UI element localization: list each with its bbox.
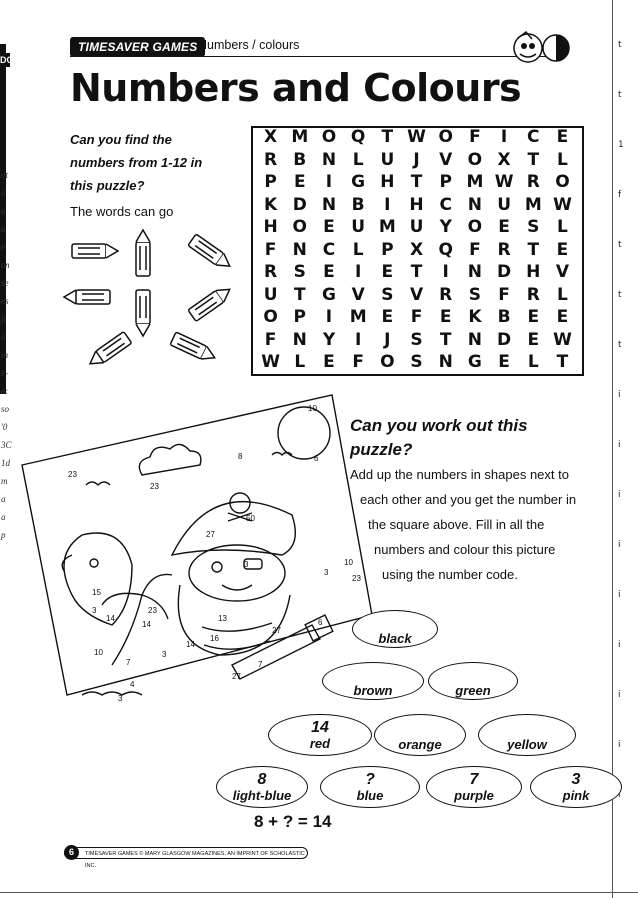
grid-letter: V (351, 284, 365, 305)
edge-fragment: '0 (1, 422, 8, 432)
grid-letter: T (381, 127, 394, 148)
grid-letter: I (442, 262, 449, 283)
grid-letter: I (325, 172, 333, 193)
grid-letter: R (497, 239, 511, 260)
edge-fragment: i (618, 790, 620, 800)
color-code-label: yellow (507, 737, 547, 752)
grid-letter: F (469, 239, 481, 260)
grid-letter: Q (438, 239, 453, 260)
grid-letter: H (526, 262, 541, 283)
edge-fragment: ot (1, 170, 9, 180)
edge-fragment: p (1, 530, 6, 540)
color-code-label: orange (398, 737, 442, 752)
grid-letter: C (322, 239, 336, 260)
grid-letter: W (261, 352, 280, 373)
edge-fragment: i (618, 490, 620, 500)
scene-number: 10 (308, 404, 317, 413)
question-line: numbers from 1-12 in (70, 155, 203, 170)
grid-letter: G (321, 284, 336, 305)
grid-letter: G (467, 352, 482, 373)
color-code-number: 7 (469, 771, 479, 788)
scene-number: 6 (318, 618, 323, 627)
grid-letter: C (439, 194, 452, 215)
scene-number: 16 (210, 634, 219, 643)
grid-letter: R (526, 284, 540, 305)
scene-number: 3 (244, 560, 249, 569)
instruction-line: using the number code. (382, 567, 518, 582)
grid-letter: G (351, 172, 366, 193)
grid-letter: Y (439, 217, 452, 238)
grid-letter: T (410, 262, 423, 283)
grid-letter: I (354, 262, 362, 283)
grid-letter: N (467, 329, 483, 350)
color-code-blue (320, 766, 420, 808)
scan-edge-bottom (0, 892, 638, 893)
grid-letter: E (556, 239, 569, 260)
edge-fragment: e: (1, 386, 8, 396)
scene-number: 7 (258, 660, 263, 669)
left-edge-tag: DC (0, 55, 13, 65)
grid-letter: L (352, 149, 364, 170)
edge-fragment: t (618, 40, 621, 50)
grid-letter: R (264, 262, 278, 283)
grid-letter: W (407, 127, 426, 148)
grid-letter: L (557, 284, 568, 305)
edge-fragment: a (1, 188, 6, 198)
scene-number: 10 (94, 648, 103, 657)
grid-letter: N (321, 194, 337, 215)
grid-letter: R (526, 172, 540, 193)
grid-letter: S (293, 262, 306, 283)
grid-letter: V (555, 262, 570, 283)
page-title: Numbers and Colours (70, 66, 522, 110)
scene-number: 23 (352, 574, 361, 583)
edge-fragment: e- (1, 368, 8, 378)
grid-row (256, 329, 578, 352)
color-code-black (352, 610, 438, 648)
grid-letter: I (354, 329, 362, 350)
grid-letter: B (293, 149, 307, 170)
grid-letter: H (380, 172, 395, 193)
grid-letter: S (527, 217, 540, 238)
edge-fragment: ji (1, 314, 7, 324)
color-code-label: brown (353, 683, 393, 698)
scan-edge-right (612, 0, 613, 898)
grid-letter: Y (322, 329, 336, 350)
grid-letter: S (468, 284, 482, 305)
grid-letter: P (293, 307, 307, 328)
question-line: Can you find the (70, 132, 172, 147)
grid-letter: U (380, 149, 395, 170)
edge-fragment: i (618, 390, 620, 400)
grid-letter: L (557, 149, 568, 170)
grid-letter: E (527, 307, 540, 328)
edge-fragment: t (618, 240, 621, 250)
color-code-label: red (309, 736, 331, 751)
edge-fragment: a (1, 332, 6, 342)
color-code-number: ? (365, 771, 375, 788)
grid-letter: O (380, 352, 395, 373)
edge-fragment: e (1, 242, 5, 252)
grid-letter: B (351, 194, 365, 215)
scene-number: 23 (150, 482, 159, 491)
question-line: this puzzle? (70, 178, 145, 193)
scene-number: 27 (272, 626, 281, 635)
grid-row (256, 216, 578, 239)
grid-letter: X (409, 239, 424, 260)
edge-fragment: a (1, 206, 6, 216)
color-code-green (428, 662, 518, 700)
edge-fragment: i (618, 590, 620, 600)
edge-fragment: i (618, 740, 620, 750)
scene-number: 50 (246, 514, 255, 523)
instruction-line: numbers and colour this picture (374, 542, 556, 557)
grid-letter: O (467, 217, 483, 238)
grid-letter: E (556, 127, 569, 148)
footer-credit: TIMESAVER GAMES © MARY GLASGOW MAGAZINES, AN IMPRINT OF SCHOLASTIC INC. (64, 847, 308, 859)
edge-fragment: 3C (1, 440, 12, 450)
grid-letter: P (264, 172, 277, 193)
color-code-label: blue (356, 788, 384, 803)
grid-letter: E (323, 262, 335, 283)
brand-label: TIMESAVER GAMES (70, 37, 205, 57)
grid-letter: E (381, 307, 394, 328)
grid-letter: H (409, 194, 424, 215)
scene-number: 4 (130, 680, 135, 689)
grid-letter: N (321, 149, 337, 170)
edge-fragment: en (1, 260, 10, 270)
grid-letter: S (381, 284, 394, 305)
edge-fragment: es (1, 296, 9, 306)
edge-fragment: a (1, 512, 6, 522)
grid-letter: O (292, 217, 307, 238)
grid-letter: D (497, 329, 512, 350)
grid-letter: E (498, 352, 510, 373)
grid-letter: J (384, 329, 391, 350)
scene-number: 6 (314, 454, 319, 463)
grid-row (256, 284, 578, 307)
scene-number: 3 (92, 606, 97, 615)
edge-fragment: a (1, 224, 6, 234)
grid-letter: E (439, 307, 452, 328)
grid-letter: M (291, 127, 309, 148)
grid-letter: F (410, 307, 423, 328)
grid-letter: K (468, 307, 482, 328)
grid-letter: I (384, 194, 391, 215)
edge-fragment: t (618, 290, 621, 300)
color-code-pink (530, 766, 622, 808)
difficulty-badge-icon (510, 30, 572, 66)
grid-letter: B (497, 307, 511, 328)
grid-letter: T (527, 149, 540, 170)
picture-puzzle-title: Can you work out this (350, 416, 528, 435)
grid-letter: L (557, 217, 568, 238)
scene-number: 13 (218, 614, 227, 623)
grid-letter: E (323, 217, 335, 238)
scene-number: 3 (324, 568, 329, 577)
color-code-label: black (378, 631, 412, 646)
grid-letter: N (292, 329, 307, 350)
grid-letter: I (500, 127, 508, 148)
grid-letter: O (263, 307, 278, 328)
color-code-light-blue (216, 766, 308, 808)
scene-number: 8 (238, 452, 243, 461)
scene-number: 23 (68, 470, 77, 479)
grid-row (256, 126, 578, 149)
instruction-line: each other and you get the number in (360, 492, 577, 507)
picture-puzzle-instructions (350, 462, 610, 587)
color-code-red (268, 714, 372, 756)
grid-letter: N (438, 352, 453, 373)
grid-letter: E (323, 352, 335, 373)
grid-letter: X (497, 149, 511, 170)
picture-puzzle-text (350, 414, 610, 587)
grid-letter: T (556, 352, 569, 373)
grid-letter: N (467, 262, 483, 283)
grid-letter: H (263, 217, 278, 238)
grid-letter: T (293, 284, 306, 305)
scene-number: 7 (126, 658, 131, 667)
header-rule (70, 56, 556, 57)
grid-letter: L (294, 352, 306, 373)
scene-number: 14 (106, 614, 115, 623)
edge-fragment: 1d (1, 458, 10, 468)
scene-number: 3 (162, 650, 167, 659)
edge-fragment: i (618, 440, 620, 450)
scene-number: 23 (148, 606, 157, 615)
grid-letter: O (555, 172, 570, 193)
grid-letter: U (497, 194, 511, 215)
grid-letter: E (556, 307, 569, 328)
color-code-label: purple (454, 788, 494, 803)
grid-letter: U (263, 284, 278, 305)
grid-letter: W (553, 329, 572, 350)
grid-letter: X (264, 127, 278, 148)
instruction-line: the square above. Fill in all the (368, 517, 545, 532)
grid-letter: Q (350, 127, 366, 148)
grid-letter: R (264, 149, 278, 170)
color-code-yellow (478, 714, 576, 756)
edge-fragment: t (618, 340, 621, 350)
scene-number: 27 (206, 530, 215, 539)
grid-letter: W (494, 172, 514, 193)
grid-letter: O (438, 127, 453, 148)
grid-row (256, 351, 578, 374)
picture-puzzle-title: puzzle? (350, 440, 413, 459)
grid-letter: M (466, 172, 484, 193)
edge-fragment: 1 (618, 140, 623, 150)
edge-fragment: m (1, 476, 8, 486)
edge-fragment: a (1, 494, 6, 504)
word-search-hint: The words can go (70, 204, 174, 219)
edge-fragment: in (1, 350, 9, 360)
grid-letter: O (321, 127, 337, 148)
grid-letter: L (352, 239, 364, 260)
grid-row (256, 149, 578, 172)
grid-letter: E (293, 172, 306, 193)
grid-letter: F (264, 239, 277, 260)
color-code-label: light-blue (232, 788, 292, 803)
grid-letter: V (439, 149, 453, 170)
grid-letter: K (264, 194, 278, 215)
grid-letter: D (497, 262, 512, 283)
color-code-label: pink (562, 788, 590, 803)
grid-letter: J (413, 149, 420, 170)
grid-letter: F (264, 329, 277, 350)
color-code-label: green (455, 683, 491, 698)
equation: 8 + ? = 14 (254, 812, 332, 831)
grid-letter: P (439, 172, 452, 193)
grid-row (256, 261, 578, 284)
grid-letter: N (292, 239, 307, 260)
grid-letter: T (527, 239, 540, 260)
grid-letter: E (527, 329, 540, 350)
scene-number: 14 (142, 620, 151, 629)
grid-letter: P (381, 239, 394, 260)
grid-row (256, 306, 578, 329)
grid-letter: N (467, 194, 483, 215)
scene-number: 10 (344, 558, 353, 567)
grid-letter: I (325, 307, 333, 328)
section-label: Numbers / colours (198, 38, 300, 52)
scene-number: 3 (118, 694, 123, 703)
grid-letter: S (410, 329, 423, 350)
grid-letter: U (409, 217, 424, 238)
grid-row (256, 194, 578, 217)
scene-number: 14 (186, 640, 195, 649)
color-code-purple (426, 766, 522, 808)
edge-fragment: i (618, 640, 620, 650)
color-code-brown (322, 662, 424, 700)
edge-fragment: i (618, 690, 620, 700)
grid-letter: F (498, 284, 510, 305)
grid-letter: E (381, 262, 394, 283)
edge-fragment: se (1, 278, 9, 288)
grid-letter: T (439, 329, 452, 350)
grid-row (256, 239, 578, 262)
grid-letter: C (527, 127, 540, 148)
color-code-number: 14 (311, 719, 329, 736)
edge-fragment: i (618, 540, 620, 550)
grid-letter: F (469, 127, 481, 148)
grid-letter: M (524, 194, 542, 215)
direction-pencils-icon (64, 228, 244, 368)
edge-fragment: so (1, 404, 10, 414)
page-number: 6 (64, 845, 79, 860)
color-code-number: 3 (571, 771, 581, 788)
edge-fragment: t (618, 90, 621, 100)
scene-number: 27 (232, 672, 241, 681)
instruction-line: Add up the numbers in shapes next to (350, 467, 569, 482)
word-search-question (70, 128, 250, 197)
color-code-number: 8 (257, 771, 267, 788)
grid-letter: W (553, 194, 572, 215)
grid-row (256, 171, 578, 194)
grid-letter: O (467, 149, 483, 170)
grid-letter: R (439, 284, 453, 305)
grid-letter: V (409, 284, 424, 305)
word-search-grid (256, 126, 578, 374)
grid-letter: F (352, 352, 364, 373)
edge-fragment: f (618, 190, 621, 200)
grid-letter: S (410, 352, 423, 373)
grid-letter: M (349, 307, 367, 328)
grid-letter: T (410, 172, 423, 193)
grid-letter: L (527, 352, 539, 373)
grid-letter: U (351, 217, 366, 238)
color-code-orange (374, 714, 466, 756)
grid-letter: E (498, 217, 510, 238)
grid-letter: D (292, 194, 307, 215)
grid-letter: M (378, 217, 396, 238)
scene-number: 15 (92, 588, 101, 597)
